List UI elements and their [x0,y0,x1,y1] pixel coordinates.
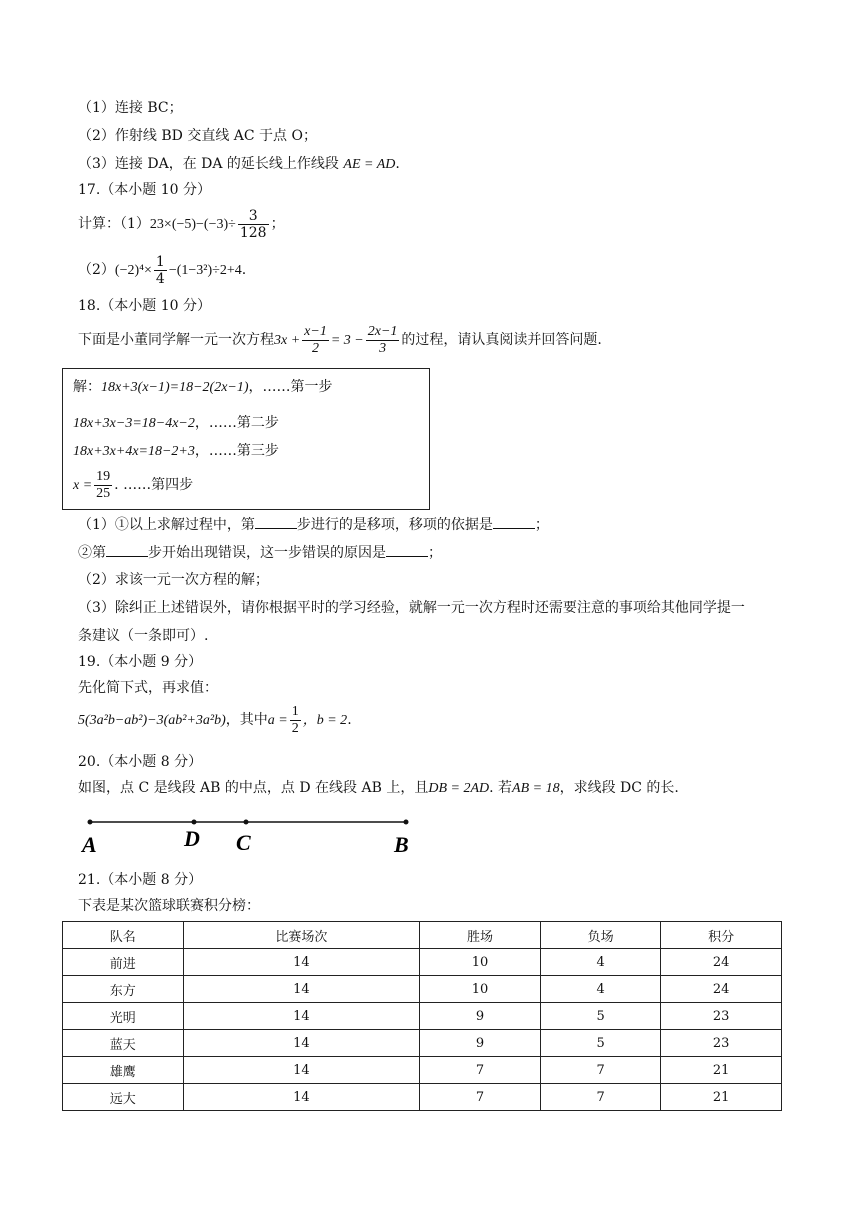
solution-step-4 [73,467,193,504]
table-cell: 14 [183,1003,420,1030]
fraction-denominator: 2 [291,720,299,736]
q20-text [78,778,679,799]
standings-table [62,921,782,1111]
table-cell: 24 [661,949,782,976]
fraction-denominator: 3 [366,340,400,357]
point-c-dot [244,820,249,825]
table-cell: 东方 [63,976,184,1003]
solution-step-4-lhs: x = [73,478,93,493]
table-cell: 蓝天 [63,1030,184,1057]
q18-intro-expr-b: = 3 − [330,333,364,348]
table-cell: 14 [183,949,420,976]
answer-blank[interactable] [106,542,148,557]
table-cell: 14 [183,976,420,1003]
table-cell: 23 [661,1003,782,1030]
solution-step-1 [73,377,333,398]
q18-sub-1-text-e: 步开始出现错误，这一步错误的原因是 [148,545,386,561]
point-a-label: A [82,832,97,857]
q18-intro-suffix: 的过程，请认真阅读并回答问题. [401,332,602,348]
solution-step-2 [73,413,279,434]
q17-header: 17.（本小题 10 分） [78,182,211,198]
q17-part-2-suffix: . [241,262,247,278]
q17-part-1-suffix: ； [270,216,285,232]
solution-step-4-fraction [94,469,112,502]
fraction-numerator: 2x−1 [367,323,398,339]
q17-part-2-expr-b: −(1−3²)÷2+4 [168,263,242,278]
table-cell: 9 [420,1030,541,1057]
q18-intro-fraction-2 [366,324,400,357]
q17-part-2 [78,252,246,289]
q20-header: 20.（本小题 8 分） [78,754,203,770]
q18-sub-3-line-1: （3）除纠正上述错误外，请你根据平时的学习经验，就解一元一次方程时还需要注意的事项给其他同学提一 [78,600,745,616]
table-cell: 5 [540,1003,661,1030]
answer-blank[interactable] [386,542,428,557]
q18-sub-1-a [78,514,549,535]
q16-step-3-suffix: . [395,156,400,172]
table-cell: 7 [420,1084,541,1111]
q17-part-1 [78,206,285,243]
column-header: 胜场 [420,922,541,949]
table-row [63,1084,782,1111]
q17-part-2-prefix: （2） [78,262,115,278]
column-header: 队名 [63,922,184,949]
point-c-label: C [236,830,251,855]
table-header-row [63,922,782,949]
point-b-dot [404,820,409,825]
q19-header: 19.（本小题 9 分） [78,654,203,670]
solution-step-2-expr: 18x+3x−3=18−4x−2 [73,416,195,431]
fraction-numerator: 3 [248,207,258,224]
table-cell: 14 [183,1084,420,1111]
solution-step-3-note: ，……第三步 [194,443,279,459]
q20-math-1: DB = 2AD [428,781,490,796]
table-cell: 7 [420,1057,541,1084]
q18-header: 18.（本小题 10 分） [78,298,211,314]
q19-cond-suffix: . [347,712,352,728]
q18-sub-1-text-f: ； [428,545,442,561]
table-cell: 4 [540,976,661,1003]
solution-box [62,368,430,510]
solution-step-3 [73,441,279,462]
fraction-denominator: 25 [96,485,111,501]
table-cell: 10 [420,949,541,976]
table-cell: 14 [183,1030,420,1057]
fraction-numerator: 1 [291,703,299,719]
q16-step-3-text: （3）连接 DA，在 DA 的延长线上作线段 [78,156,344,172]
q19-cond-prefix: ，其中 [225,712,268,728]
q16-step-3 [78,154,400,175]
table-cell: 14 [183,1057,420,1084]
fraction-numerator: x−1 [304,323,327,339]
q19-expression [78,702,352,739]
q18-sub-1-b [78,542,442,563]
q18-sub-3-line-2: 条建议（一条即可）. [78,628,209,644]
q18-intro-expr-a: 3x + [274,333,301,348]
q17-part-1-fraction [238,208,269,241]
q18-sub-1-text-c: ； [534,517,549,533]
column-header: 比赛场次 [183,922,420,949]
table-cell: 4 [540,949,661,976]
q20-text-b: . 若 [489,780,513,796]
q17-part-2-expr-a: (−2)⁴× [114,263,152,278]
solution-step-1-note: ，……第一步 [248,379,333,395]
solution-step-1-prefix: 解： [73,379,101,395]
point-d-dot [192,820,197,825]
fraction-denominator: 2 [302,340,329,357]
solution-step-3-expr: 18x+3x+4x=18−2+3 [73,444,195,459]
table-cell: 10 [420,976,541,1003]
table-cell: 前进 [63,949,184,976]
table-cell: 5 [540,1030,661,1057]
fraction-denominator: 4 [155,270,165,287]
q18-sub-1-text-d: ②第 [78,545,106,561]
table-cell: 9 [420,1003,541,1030]
table-row [63,1057,782,1084]
q19-expr: 5(3a²b−ab²)−3(ab²+3a²b) [78,713,226,728]
table-cell: 23 [661,1030,782,1057]
table-row [63,976,782,1003]
table-row [63,1003,782,1030]
q17-part-1-expr: 23×(−5)−(−3)÷ [149,217,236,232]
q20-text-a: 如图，点 C 是线段 AB 的中点，点 D 在线段 AB 上，且 [78,780,429,796]
answer-blank[interactable] [493,514,535,529]
fraction-denominator: 128 [239,224,267,241]
q21-intro: 下表是某次篮球联赛积分榜： [78,898,260,914]
q18-sub-2: （2）求该一元一次方程的解； [78,572,269,588]
point-a-dot [88,820,93,825]
answer-blank[interactable] [255,514,297,529]
q18-intro [78,322,602,359]
q18-intro-prefix: 下面是小董同学解一元一次方程 [78,332,274,348]
q20-math-2: AB = 18 [512,781,560,796]
table-cell: 24 [661,976,782,1003]
solution-step-4-note: . ……第四步 [114,477,194,493]
table-cell: 光明 [63,1003,184,1030]
table-row [63,949,782,976]
q16-step-1: （1）连接 BC； [78,100,183,116]
fraction-numerator: 1 [155,253,165,270]
table-row [63,1030,782,1057]
table-cell: 21 [661,1084,782,1111]
segment-figure [80,810,420,858]
q19-cond-a: a = [267,713,288,728]
q16-step-2: （2）作射线 BD 交直线 AC 于点 O； [78,128,317,144]
table-cell: 21 [661,1057,782,1084]
point-b-label: B [394,832,409,857]
solution-step-1-expr: 18x+3(x−1)=18−2(2x−1) [101,380,249,395]
table-cell: 雄鹰 [63,1057,184,1084]
q20-text-c: ，求线段 DC 的长. [559,780,679,796]
q18-sub-1-text-b: 步进行的是移项，移项的依据是 [296,517,493,533]
table-cell: 7 [540,1057,661,1084]
q18-intro-fraction-1 [302,324,329,357]
column-header: 积分 [661,922,782,949]
q16-step-3-math: AE = AD [343,157,396,172]
point-d-label: D [184,826,200,851]
table-cell: 远大 [63,1084,184,1111]
q19-cond-b: ，b = 2 [302,713,348,728]
table-cell: 7 [540,1084,661,1111]
q18-sub-1-text-a: （1）①以上求解过程中，第 [78,517,255,533]
fraction-numerator: 19 [96,468,111,484]
column-header: 负场 [540,922,661,949]
q17-part-2-fraction [154,254,167,287]
q19-intro: 先化简下式，再求值： [78,680,218,696]
q17-part-1-prefix: 计算：（1） [78,216,150,232]
solution-step-2-note: ，……第二步 [194,415,279,431]
q19-fraction [290,704,301,737]
q21-header: 21.（本小题 8 分） [78,872,203,888]
